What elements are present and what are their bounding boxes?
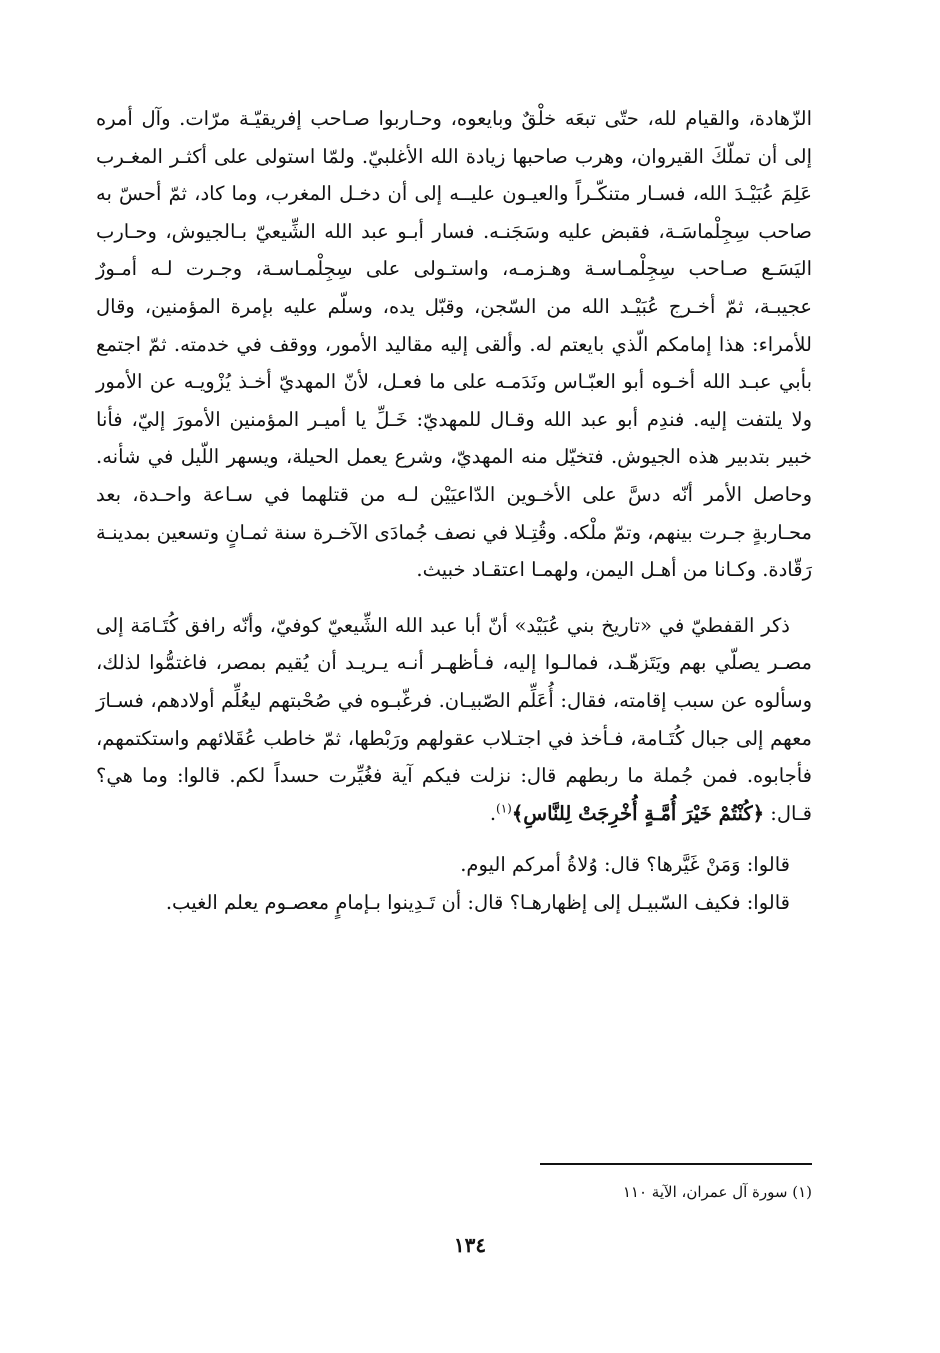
quran-verse: ﴿كُنْتُمْ خَيْرَ أُمَّـةٍ أُخْرِجَتْ لِلنَّاسِ﴾ — [511, 801, 765, 825]
footnote-reference: (١) — [496, 801, 512, 816]
footnote-divider — [540, 1163, 812, 1165]
paragraph-3: قالوا: وَمَنْ غَيَّرها؟ قال: وُلاةُ أمركم اليوم. — [460, 853, 790, 877]
page-number: ١٣٤ — [453, 1233, 487, 1257]
paragraph-2-text: ذكر القفطيّ في «تاريخ بني عُبَيْد» أنّ أبا عبد الله الشِّيعيّ كوفيّ، وأنّه رافق كُتَـامَة إلى مصـر يصلّي بهم ويَتَزهّـد، فمالـوا إليه، فـأظهـر أنـه يـريـد أن يُقيم بمصر، فاغتمُّوا لذلك، وسألوه عن سبب إقامته، فقال: أُعَلِّم الصّبيـان. فرغّبـوه في صُحْبتهم ليعُلِّم أولادهم، فسـارَ معهم إلى جبال كُتَـامة، فـأخذ في اجتـلاب عقولهم ورَبْطها، ثمّ خاطب عُقَلائهم واستكتمهم، فأجابوه. فمن جُملة ما ربطهم قال: نزلت فيكم آية فغُيِّرت حسداً لكم. قالوا: وما هي؟ قـال: — [96, 613, 812, 825]
paragraph-4: قالوا: فكيف السّبيـل إلى إظهارهـا؟ قال: أن تَـدِينوا بـإمامٍ معصـوم يعلم الغيب. — [165, 890, 790, 914]
paragraph-2-end: . — [489, 801, 497, 825]
page-body — [96, 100, 812, 921]
paragraph-1: الزّهادة، والقيام لله، حتّى تبعَه خلْقٌ وبايعوه، وحـاربوا صـاحب إفريقيّـة مرّات. وآل أمره إلى أن تملّكَ القيروان، وهرب صاحبها زيادة الله الأغلبيّ. ولمّا استولى على أكثـر المغـرب عَلِمَ عُبَيْـدَ الله، فسـار متنكّـراً والعيـون عليــه إلى أن دخـل المغرب، وما كاد، ثمّ أحسّ به صاحب سِجِلْماسَـة، فقبض عليه وسَجَنـه. فسار أبـو عبد الله الشِّيعيّ بـالجيوش، وحـارب اليَسَـع صـاحب سِجِلْمـاسـة وهـزمـه، واستـولى على سِجِلْمـاسـة، وجـرت لـه أمـورٌ عجيبـة، ثمّ أخـرج عُبَيْـد الله من السّجن، وقبّل يده، وسلّم عليه بإمرة المؤمنين، وقال للأمراء: هذا إمامكم الّذي بايعتم له. وألقى إليه مقاليد الأمور، ووقف في خدمته. ثمّ اجتمع بأبي عبـد الله أخـوه أبو العبّـاس ونَدَمـه على ما فعـل، لأنّ المهديّ أخـذ يُزْويـه عن الأمور ولا يلتفت إليه. فندِم أبو عبد الله وقـال للمهديّ: خَـلِّ يا أميـر المؤمنين الأمورَ إليّ، فأنا خبير بتدبير هذه الجيوش. فتخيّل منه المهديّ، وشرع يعمل الحيلة، ويسهر اللّيل في شأنه. وحاصل الأمر أنّه دسَّ على الأخـوين الدّاعيَيْن لـه من قتلهما في سـاعة واحـدة، بعد محـاربةٍ جـرت بينهم، وتمّ ملْكه. وقُتِـلا في نصف جُمادَى الآخـرة سنة ثمـانٍ وتسعين بمدينـة رَقّادة. وكـانا من أهـل اليمن، ولهمـا اعتقـاد خبيث. — [96, 107, 812, 582]
footnote: (١) سورة آل عمران، الآية ١١٠ — [622, 1183, 812, 1201]
paragraph-2 — [96, 607, 812, 833]
